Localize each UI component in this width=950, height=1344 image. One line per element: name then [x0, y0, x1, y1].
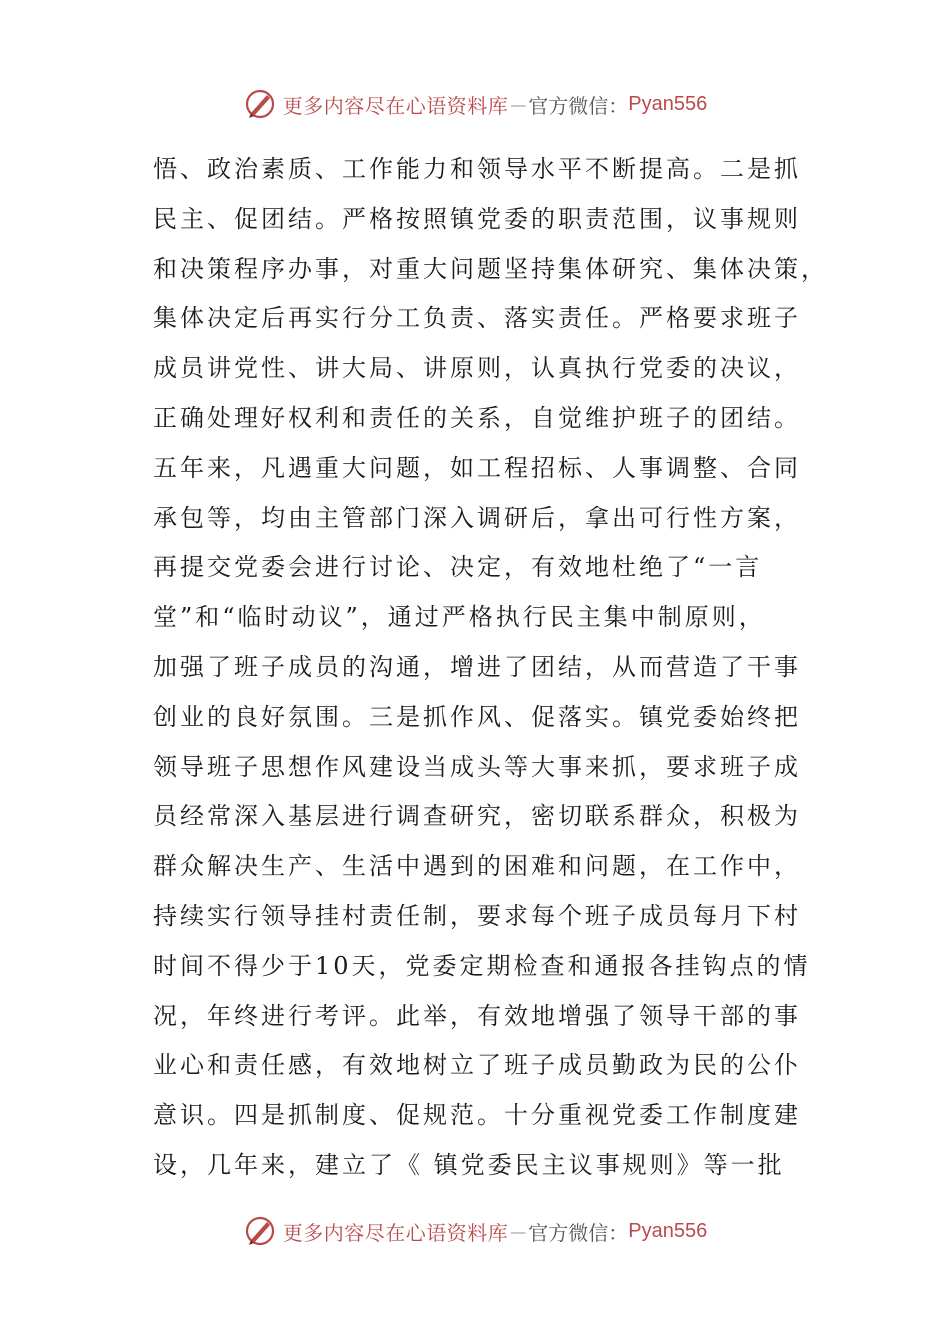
text-line: 设，几年来，建立了《 镇党委民主议事规则》等一批 [153, 1150, 785, 1179]
text-line: 领导班子思想作风建设当成头等大事来抓，要求班子成 [153, 752, 801, 781]
watermark-dash: — [510, 1221, 527, 1241]
text-line: 民主、促团结。严格按照镇党委的职责范围，议事规则 [153, 204, 801, 233]
text-line: 持续实行领导挂村责任制，要求每个班子成员每月下村 [153, 901, 801, 930]
text-line: 时间不得少于10天，党委定期检查和通报各挂钩点的情 [153, 951, 811, 980]
watermark-label: 官方微信： [528, 1220, 629, 1245]
text-line: 况，年终进行考评。此举，有效地增强了领导干部的事 [153, 1001, 801, 1030]
text-line: 再提交党委会进行讨论、决定，有效地杜绝了“一言 [153, 553, 763, 582]
text-line: 群众解决生产、生活中遇到的困难和问题，在工作中， [153, 852, 801, 881]
watermark-id: Pyan556 [628, 1219, 708, 1242]
text-line: 业心和责任感，有效地树立了班子成员勤政为民的公仆 [153, 1051, 801, 1080]
watermark-footer [0, 1209, 950, 1253]
text-line: 创业的良好氛围。三是抓作风、促落实。镇党委始终把 [153, 702, 801, 731]
pen-circle-logo-icon [243, 1214, 277, 1248]
watermark-brand: 更多内容尽在心语资料库 [282, 93, 509, 118]
text-line: 正确处理好权利和责任的关系，自觉维护班子的团结。 [153, 403, 801, 432]
text-line: 承包等，均由主管部门深入调研后，拿出可行性方案， [153, 503, 801, 532]
text-line: 五年来，凡遇重大问题，如工程招标、人事调整、合同 [153, 453, 801, 482]
text-line: 员经常深入基层进行调查研究，密切联系群众，积极为 [153, 802, 801, 831]
text-line: 堂”和“临时动议”，通过严格执行民主集中制原则， [153, 603, 766, 632]
watermark-brand: 更多内容尽在心语资料库 [282, 1220, 509, 1245]
text-line: 意识。四是抓制度、促规范。十分重视党委工作制度建 [153, 1101, 801, 1130]
text-line: 成员讲党性、讲大局、讲原则，认真执行党委的决议， [153, 354, 801, 383]
watermark-label: 官方微信： [528, 93, 629, 118]
text-line: 和决策程序办事，对重大问题坚持集体研究、集体决策， [153, 254, 828, 283]
text-line: 加强了班子成员的沟通，增进了团结，从而营造了干事 [153, 652, 801, 681]
pen-circle-logo-icon [243, 87, 277, 121]
watermark-dash: — [510, 94, 527, 114]
watermark-id: Pyan556 [628, 92, 708, 115]
text-line: 集体决定后再实行分工负责、落实责任。严格要求班子 [153, 304, 801, 333]
watermark-header [0, 82, 950, 126]
text-line: 悟、政治素质、工作能力和领导水平不断提高。二是抓 [153, 155, 801, 183]
document-body [153, 145, 828, 1191]
